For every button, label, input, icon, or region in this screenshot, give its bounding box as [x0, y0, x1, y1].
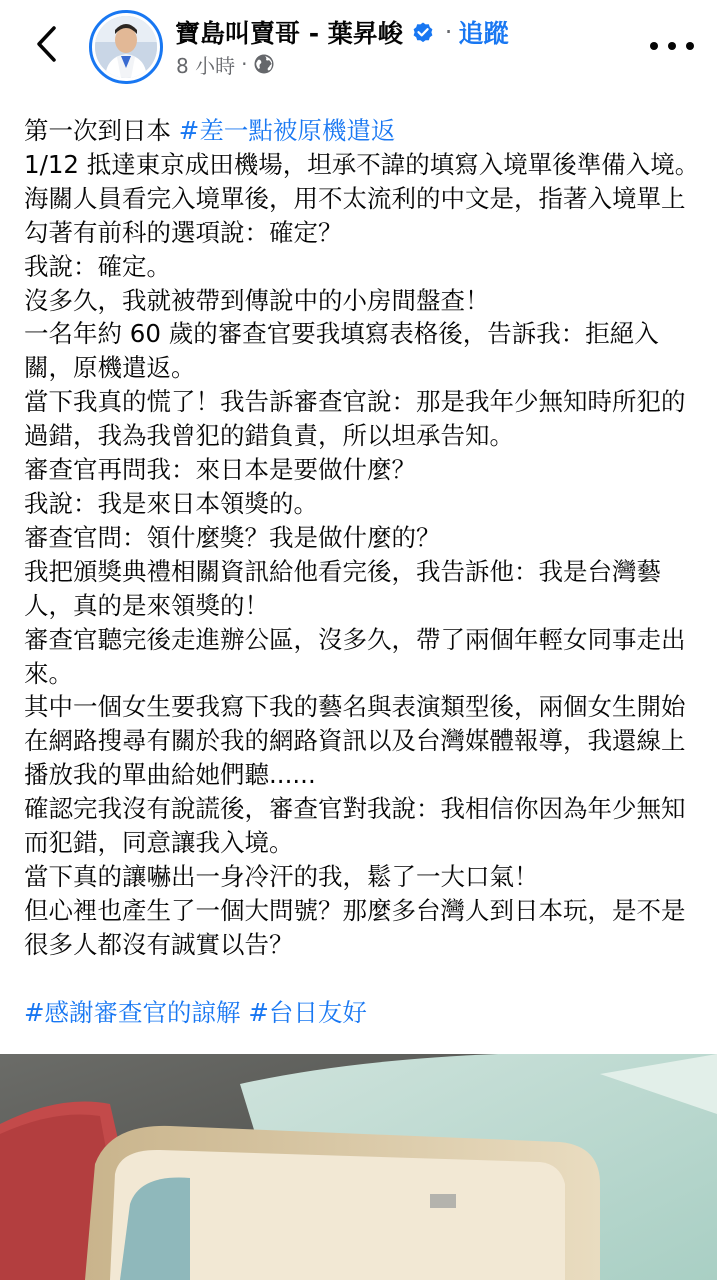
author-name-row: [175, 14, 508, 50]
post-line: 當下真的讓嚇出一身冷汗的我，鬆了一大口氣！: [24, 861, 539, 891]
post-line: 審查官再問我：來日本是要做什麼？: [24, 455, 416, 485]
post-line: 我說：我是來日本領獎的。: [24, 488, 318, 518]
post-line: 沒多久，我就被帶到傳說中的小房間盤查！: [24, 285, 490, 315]
globe-icon: [253, 53, 275, 75]
post-line: 其中一個女生要我寫下我的藝名與表演類型後，兩個女生開始在網路搜尋有關於我的網路資訊以及台灣媒體報導，我還線上播放我的單曲給她們聽......: [24, 692, 686, 790]
post-line: 海關人員看完入境單後，用不太流利的中文是，指著入境單上勾著有前科的選項說：確定？: [24, 183, 686, 247]
avatar-photo: [95, 16, 157, 78]
verified-badge-icon: [411, 20, 435, 44]
post-line: 一名年約 60 歲的審查官要我填寫表格後，告訴我：拒絕入關，原機遣返。: [24, 319, 659, 383]
post-line: 1/12 抵達東京成田機場，坦承不諱的填寫入境單後準備入境。: [24, 149, 700, 179]
post-timestamp[interactable]: 8 小時: [176, 53, 236, 78]
back-button[interactable]: [24, 22, 68, 66]
post-line: 我把頒獎典禮相關資訊給他看完後，我告訴他：我是台灣藝人，真的是來領獎的！: [24, 556, 661, 620]
footer-hashtags: [24, 996, 700, 1030]
post-photo[interactable]: [0, 1054, 717, 1280]
post-line: 確認完我沒有說謊後，審查官對我說：我相信你因為年少無知而犯錯，同意讓我入境。: [24, 794, 686, 858]
post-body: [24, 114, 700, 1029]
more-dot: [650, 42, 658, 50]
post-meta: [176, 50, 275, 78]
hashtag-link[interactable]: #感謝審查官的諒解: [24, 997, 241, 1027]
author-avatar[interactable]: [89, 10, 163, 84]
more-dot: [668, 42, 676, 50]
post-line: 我說：確定。: [24, 251, 171, 281]
hashtag-link[interactable]: #差一點被原機遣返: [178, 116, 396, 145]
hashtag-link[interactable]: #台日友好: [248, 997, 367, 1027]
post-line: 審查官問：領什麼獎？我是做什麼的？: [24, 522, 441, 552]
post-line: 審查官聽完後走進辦公區，沒多久，帶了兩個年輕女同事走出來。: [24, 624, 686, 688]
post-line: 但心裡也產生了一個大問號？那麼多台灣人到日本玩，是不是很多人都沒有誠實以告？: [24, 895, 686, 959]
name-separator: ·: [444, 18, 453, 46]
chevron-left-icon: [35, 25, 57, 63]
post-line: 當下我真的慌了！我告訴審查官說：那是我年少無知時所犯的過錯，我為我曾犯的錯負責，所以坦承告知。: [24, 387, 686, 451]
post-line: 第一次到日本 #差一點被原機遣返: [24, 116, 396, 145]
more-dot: [686, 42, 694, 50]
meta-separator: ·: [241, 52, 248, 76]
author-name[interactable]: 寶島叫賣哥 - 葉昇峻: [175, 19, 403, 48]
follow-button[interactable]: 追蹤: [458, 19, 509, 48]
post-header: [0, 0, 717, 95]
paragraph-gap: [24, 962, 700, 996]
more-options-icon[interactable]: [650, 36, 694, 56]
